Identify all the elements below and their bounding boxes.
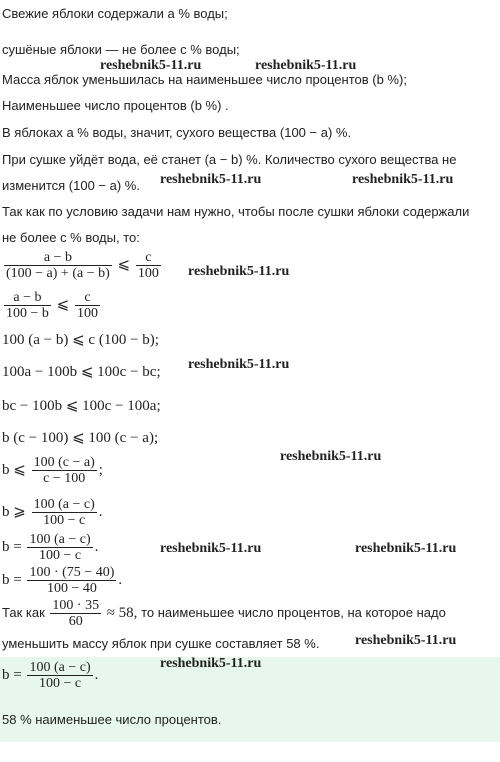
equation-3: 100 (a − b) ⩽ c (100 − b);	[2, 332, 159, 348]
equation-1: $\frac{a - b}{(100 - a) + (a - b)}$ ⩽ $\frac{c}{100}$	[6, 250, 159, 281]
text-line-9: не более c % воды, то:	[2, 230, 140, 245]
text-line-2: сушёные яблоки — не более c % воды;	[2, 42, 240, 57]
text-line-8: Так как по условию задачи нам нужно, чтобы после сушки яблоки содержали	[2, 204, 470, 219]
equation-10: b = $\frac{100 \cdot (75 - 40)}{100 - 40}$ .	[2, 565, 123, 596]
text-line-4: Наименьшее число процентов (b %) .	[2, 98, 229, 113]
watermark: reshebnik5-11.ru	[188, 357, 290, 372]
text-line-1: Свежие яблоки содержали a % воды;	[2, 6, 228, 21]
watermark: reshebnik5-11.ru	[100, 58, 202, 73]
conclusion-line-1: Так как $\frac{100 \cdot 35}{60}$ ≈ 58, то наименьшее число процентов, на которое надо	[2, 598, 446, 629]
equation-6: b (c − 100) ⩽ 100 (c − a);	[2, 430, 159, 446]
equation-8: b ⩾ $\frac{100 (a - c)}{100 - c}$ .	[2, 497, 103, 528]
text-line-3: Масса яблок уменьшилась на наименьшее число процентов (b %);	[2, 72, 407, 87]
watermark: reshebnik5-11.ru	[188, 264, 290, 279]
watermark: reshebnik5-11.ru	[355, 541, 457, 556]
watermark: reshebnik5-11.ru	[352, 172, 454, 187]
conclusion-line-2: уменьшить массу яблок при сушке составляет 58 %.	[2, 636, 320, 651]
equation-5: bc − 100b ⩽ 100c − 100a;	[2, 398, 161, 414]
text-line-6: При сушке уйдёт вода, её станет (a − b) %. Количество сухого вещества не	[2, 152, 457, 167]
watermark: reshebnik5-11.ru	[280, 449, 382, 464]
answer-equation: b = $\frac{100 (a - c)}{100 - c}$ .	[2, 660, 99, 691]
watermark: reshebnik5-11.ru	[160, 541, 262, 556]
equation-4: 100a − 100b ⩽ 100c − bc;	[2, 364, 161, 380]
watermark: reshebnik5-11.ru	[255, 58, 357, 73]
text-line-5: В яблоках a % воды, значит, сухого вещества (100 − a) %.	[2, 125, 352, 140]
watermark: reshebnik5-11.ru	[355, 633, 457, 648]
equation-7: b ⩽ $\frac{100 (c - a)}{c - 100}$ ;	[2, 455, 103, 486]
equation-9: b = $\frac{100 (a - c)}{100 - c}$ .	[2, 532, 99, 563]
watermark: reshebnik5-11.ru	[160, 172, 262, 187]
answer-text: 58 % наименьшее число процентов.	[2, 712, 222, 727]
text-line-7: изменится (100 − a) %.	[2, 178, 140, 193]
watermark: reshebnik5-11.ru	[160, 656, 262, 671]
equation-2: $\frac{a - b}{100 - b}$ ⩽ $\frac{c}{100}$	[6, 290, 98, 321]
